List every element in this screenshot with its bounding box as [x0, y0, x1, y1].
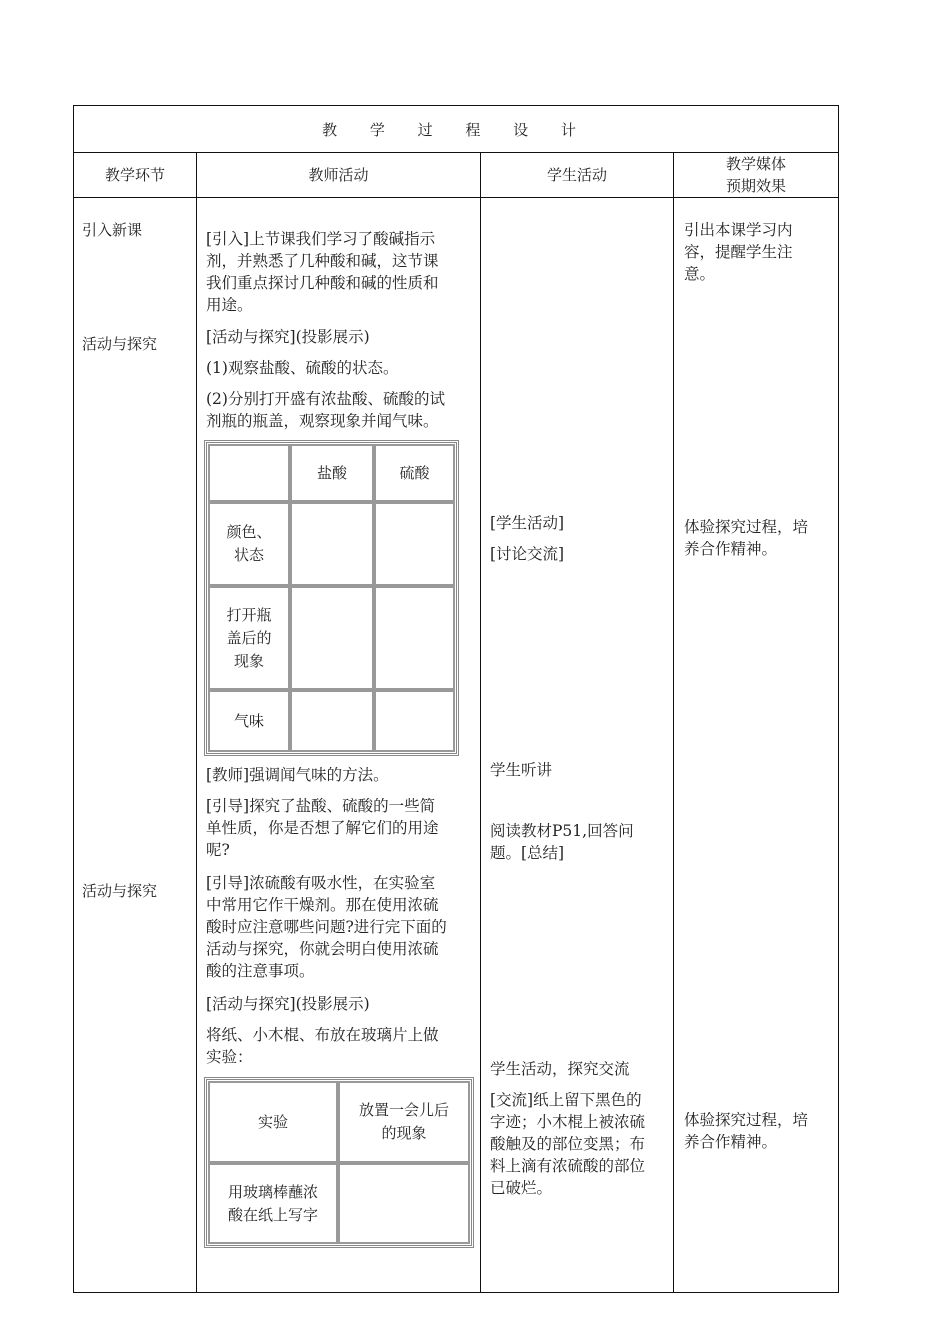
col-header-h2so4: 硫酸 [374, 444, 455, 502]
column-divider-3 [673, 152, 674, 1293]
text-line: 剂，并熟悉了几种酸和碱，这节课 [206, 252, 439, 270]
text-line: 意。 [684, 265, 716, 283]
stage-intro: 引入新课 [82, 221, 143, 239]
text-line: 养合作精神。 [684, 1133, 778, 1151]
col-header-result [338, 1081, 470, 1163]
header-divider [73, 197, 839, 198]
text-line: 呢? [206, 841, 230, 859]
effect-explore-2 [684, 1109, 808, 1153]
cell-h2so4-smell [374, 690, 455, 752]
cell-line: 颜色、 [226, 523, 272, 541]
cell-line: 盖后的 [226, 628, 272, 647]
text-line: [交流]纸上留下黑色的 [490, 1091, 642, 1109]
text-line: 体验探究过程，培 [684, 1111, 809, 1129]
cell-line: 现象 [233, 651, 264, 670]
cell-h2so4-color [374, 502, 455, 586]
text-line: 剂瓶的瓶盖，观察现象并闻气味。 [206, 412, 439, 430]
table-title: 教 学 过 程 设 计 [322, 120, 590, 139]
table-corner-cell [208, 444, 290, 502]
text-line: 体验探究过程，培 [684, 518, 809, 536]
cell-hcl-smell [290, 690, 374, 752]
cell-hcl-color [290, 502, 374, 586]
header-teacher-activity: 教师活动 [308, 166, 369, 184]
text-line: 字迹；小木棍上被浓硫 [490, 1113, 646, 1131]
cell-line: 放置一会儿后 [358, 1101, 449, 1119]
cell-hcl-opening [290, 586, 374, 690]
teacher-step-2 [206, 388, 445, 432]
header-media-line2: 预期效果 [725, 177, 786, 195]
effect-explore-1 [684, 516, 808, 560]
cell-h2so4-opening [374, 586, 455, 690]
effect-intro [684, 219, 793, 285]
text-line: 料上滴有浓硫酸的部位 [490, 1157, 646, 1175]
teacher-guide-2 [206, 872, 447, 982]
teacher-emphasis: [教师]强调闻气味的方法。 [206, 766, 389, 784]
row-header-opening [208, 586, 290, 690]
text-line: 酸时应注意哪些问题?进行完下面的 [206, 918, 447, 936]
column-divider-1 [196, 152, 197, 1293]
text-line: 我们重点探讨几种酸和碱的性质和 [206, 274, 439, 292]
teacher-activity-heading-2: [活动与探究](投影展示) [206, 995, 370, 1013]
row-header-smell: 气味 [208, 690, 290, 752]
text-line: 用途。 [206, 296, 253, 314]
row-paper-writing [208, 1163, 338, 1244]
text-line: [引导]浓硫酸有吸水性，在实验室 [206, 874, 436, 892]
cell-line: 状态 [233, 546, 264, 564]
student-activity: [学生活动] [490, 514, 565, 532]
student-read [490, 820, 634, 864]
text-line: 容，提醒学生注 [684, 243, 793, 261]
text-line: 将纸、小木棍、布放在玻璃片上做 [206, 1026, 439, 1044]
text-line: 引出本课学习内 [684, 221, 793, 239]
text-line: 养合作精神。 [684, 540, 778, 558]
teacher-setup [206, 1024, 439, 1068]
header-student-activity: 学生活动 [546, 166, 607, 184]
header-stage: 教学环节 [104, 166, 165, 184]
stage-explore-2: 活动与探究 [82, 882, 158, 900]
cell-line: 的现象 [381, 1124, 427, 1142]
cell-line: 打开瓶 [226, 605, 272, 624]
text-line: 酸触及的部位变黑；布 [490, 1135, 646, 1153]
text-line: 题。[总结] [490, 844, 565, 862]
col-header-hcl: 盐酸 [290, 444, 374, 502]
header-media-line1: 教学媒体 [725, 155, 786, 173]
text-line: 实验： [206, 1048, 253, 1066]
cell-line: 酸在纸上写字 [227, 1205, 318, 1224]
teacher-intro [206, 228, 439, 316]
text-line: 单性质，你是否想了解它们的用途 [206, 819, 439, 837]
text-line: 酸的注意事项。 [206, 962, 315, 980]
student-listen: 学生听讲 [490, 761, 553, 779]
col-header-experiment: 实验 [208, 1081, 338, 1163]
cell-paper-result [338, 1163, 470, 1244]
cell-line: 用玻璃棒蘸浓 [227, 1182, 318, 1201]
text-line: [引入]上节课我们学习了酸碱指示 [206, 230, 436, 248]
student-discuss: [讨论交流] [490, 545, 565, 563]
stage-explore-1: 活动与探究 [82, 335, 158, 353]
student-explore: 学生活动，探究交流 [490, 1060, 630, 1078]
text-line: 活动与探究，你就会明白使用浓硫 [206, 940, 439, 958]
teacher-guide-1 [206, 795, 439, 861]
row-header-color-state [208, 502, 290, 586]
column-divider-2 [480, 152, 481, 1293]
student-exchange [490, 1089, 645, 1199]
text-line: 已破烂。 [490, 1179, 553, 1197]
teacher-activity-heading-1: [活动与探究](投影展示) [206, 328, 370, 346]
header-media-effect [674, 153, 838, 197]
text-line: (2)分别打开盛有浓盐酸、硫酸的试 [206, 390, 445, 408]
text-line: [引导]探究了盐酸、硫酸的一些简 [206, 797, 436, 815]
teacher-step-1: (1)观察盐酸、硫酸的状态。 [206, 359, 399, 377]
text-line: 阅读教材P51,回答问 [490, 822, 634, 840]
text-line: 中常用它作干燥剂。那在使用浓硫 [206, 896, 439, 914]
